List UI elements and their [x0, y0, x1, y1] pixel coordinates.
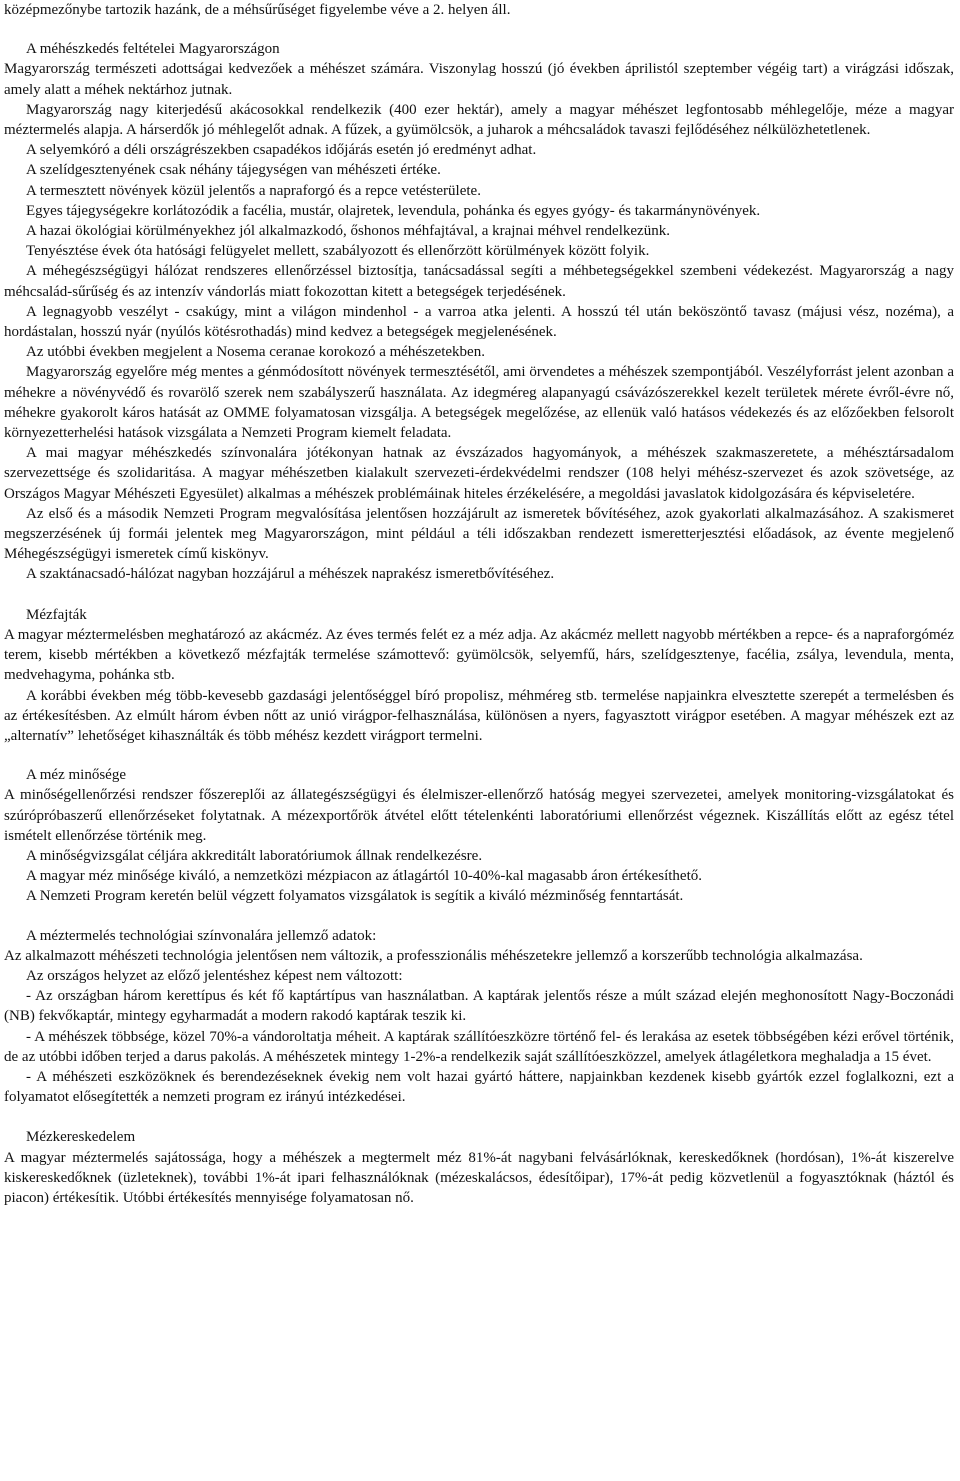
section-heading-trade: Mézkereskedelem	[26, 1129, 136, 1146]
body-paragraph: A magyar méztermelésben meghatározó az akácméz. Az éves termés felét ez a méz adja. Az akácméz mellett nagyobb mértékben a repce- és a napraforgóméz terem, kisebb mértékben a következő mézfajták termelése számottevő: gyümölcsök, selyemfű, hárs, szelídgesztenye, facélia, zsálya, levendula, menta, medvehagyma, pohánka stb.	[4, 626, 954, 684]
body-paragraph: A magyar méz minősége kiváló, a nemzetközi mézpiacon az átlagártól 10-40%-kal magasabb áron értékesíthető.	[26, 868, 702, 885]
body-paragraph: A minőségellenőrzési rendszer főszereplői az állategészségügyi és élelmiszer-ellenőrző hatóság megyei szervezetei, amelyek monitoring-vizsgálatokat és szúrópróbaszerű ellenőrzéseket folytatnak. A mézexportőrök átvétel előtt tételenkénti laboratóriumi ellenőrzést végeznek. Kiszállítás előtt az egész tétel ismételt ellenőrzése történik meg.	[4, 787, 954, 844]
body-paragraph: Egyes tájegységekre korlátozódik a facélia, mustár, olajretek, levendula, pohánka és egyes gyógy- és takarmánynövények.	[26, 202, 761, 219]
body-paragraph: A méhegészségügyi hálózat rendszeres ellenőrzéssel biztosítja, tanácsadással segíti a méhbetegségekkel szembeni védekezést. Magyarország a nagy méhcsalád-sűrűség és az intenzív vándorlás miatt fokozottan kitett a betegségek terjedésének.	[4, 263, 954, 300]
list-item: - Az országban három kerettípus és két fő kaptártípus van használatban. A kaptárak jelentős része a múlt század elején meghonosított Nagy-Boczonádi (NB) fekvőkaptár, mintegy egyharmadát a modern rakodó kaptárak teszik ki.	[4, 988, 954, 1025]
section-heading-conditions: A méhészkedés feltételei Magyarországon	[26, 41, 280, 58]
body-paragraph: Az első és a második Nemzeti Program megvalósítása jelentősen hozzájárult az ismeretek bővítéséhez, azok gyakorlati alkalmazásához. A szakismeret megszerzésének új formái jelentek meg Magyarországon, mint például a téli időszakban rendezett ismeretterjesztési előadások, az évente megjelenő Méhegészségügyi ismeretek című kiskönyv.	[4, 505, 954, 563]
body-paragraph: A szelídgesztenyének csak néhány tájegységen van méhészeti értéke.	[26, 162, 441, 179]
body-paragraph: A hazai ökológiai körülményekhez jól alkalmazkodó, őshonos méhfajtával, a krajnai méhvel rendelkezünk.	[26, 223, 670, 240]
body-paragraph: Az utóbbi években megjelent a Nosema ceranae korokozó a méhészetekben.	[26, 344, 485, 361]
list-item: - A méhészek többsége, közel 70%-a vándoroltatja méheit. A kaptárak szállítóeszközre történő fel- és lerakása az esetek többségében kézi erővel történik, de az utóbbi időben terjed a darus pakolás. A méhészetek mintegy 1-2%-a rendelkezik saját szállítóeszközzel, amelyek átlagéletkora meghaladja a 15 évet.	[4, 1028, 954, 1065]
body-paragraph: A legnagyobb veszélyt - csakúgy, mint a világon mindenhol - a varroa atka jelenti. A hosszú tél után beköszöntő tavasz (májusi vész, nozéma), a hordástalan, hosszú nyár (nyúlós kötésrothadás) mind kedvez a betegségek megjelenésének.	[4, 303, 954, 341]
section-heading-honey-types: Mézfajták	[26, 606, 87, 623]
body-paragraph: Tenyésztése évek óta hatósági felügyelet mellett, szabályozott és ellenőrzött körülmények között folyik.	[26, 243, 650, 260]
body-paragraph: középmezőnybe tartozik hazánk, de a méhsűrűséget figyelembe véve a 2. helyen áll.	[4, 2, 511, 18]
body-paragraph: Magyarország nagy kiterjedésű akácosokkal rendelkezik (400 ezer hektár), amely a magyar méhészet legfontosabb méhlegelője, méze a magyar méztermelés alapja. A hárserdők jó méhlegelőt adnak. A fűzek, a gyümölcsök, a juharok a méhcsaládok tavaszi fejlődéséhez nélkülözhetetlenek.	[4, 101, 954, 139]
body-paragraph: Az alkalmazott méhészeti technológia jelentősen nem változik, a professzionális méhészetekre jellemző a korszerűbb technológia alkalmazása.	[4, 947, 863, 964]
body-paragraph: Magyarország természeti adottságai kedvezőek a méhészet számára. Viszonylag hosszú (jó években áprilistól szeptember végéig tart) a virágzási időszak, amely alatt a méhek nektárhoz jutnak.	[4, 61, 954, 98]
body-paragraph: A minőségvizsgálat céljára akkreditált laboratóriumok állnak rendelkezésre.	[26, 847, 483, 864]
body-paragraph: A termesztett növények közül jelentős a napraforgó és a repce vetésterülete.	[26, 182, 481, 199]
body-paragraph: A magyar méztermelés sajátossága, hogy a méhészek a megtermelt méz 81%-át nagybani felvásárlóknak, kereskedőknek (hordósan), 1%-át kiszerelve kiskereskedőknek (üzleteknek), további 1%-át ipari felhasználóknak (mézeskalácsos, édesítőipar), 17%-át pedig közvetlenül a fogyasztóknak (háztól és piacon) értékesítik. Utóbbi értékesítés mennyisége folyamatosan nő.	[4, 1149, 954, 1206]
body-paragraph: A Nemzeti Program keretén belül végzett folyamatos vizsgálatok is segítik a kiváló mézminőség fenntartását.	[26, 888, 684, 905]
list-item: - A méhészeti eszközöknek és berendezéseknek évekig nem volt hazai gyártó háttere, napjainkban kezdenek kisebb gyártók ezzel foglalkozni, ezt a folyamatot elősegítették a nemzeti program ez irányú intézkedései.	[4, 1068, 954, 1106]
body-paragraph: Magyarország egyelőre még mentes a génmódosított növények termesztésétől, ami örvendetes a méhészek szempontjából. Veszélyforrást jelent azonban a méhekre a növényvédő és rovarölő szerek nem szabályszerű használata. Az idegméreg alapanyagú csávázószerekkel kezelt területek mérete évről-évre nő, méhekre gyakorolt káros hatását az OMME folyamatosan vizsgálja. A betegségek megelőzése, az ellenük való hatásos védekezés és az előzőekben felsorolt környezetterhelési hatások vizsgálata a Nemzeti Program kiemelt feladata.	[4, 364, 954, 442]
body-paragraph: Az országos helyzet az előző jelentéshez képest nem változott:	[26, 967, 403, 984]
body-paragraph: A selyemkóró a déli országrészekben csapadékos időjárás esetén jó eredményt adhat.	[26, 142, 537, 159]
section-heading-quality: A méz minősége	[26, 767, 126, 784]
body-paragraph: A korábbi években még több-kevesebb gazdasági jelentőséggel bíró propolisz, méhméreg stb. termelése napjainkra elvesztette szerepét a termelésben és az értékesítésben. Az elmúlt három évben nőtt az unió virágpor-felhasználása, különösen a nyers, fagyasztott virágpor esetében. A magyar méhészek ezt az „alternatív” lehetőséget kihasználták és több méhész kezdett virágport termelni.	[4, 687, 954, 744]
body-paragraph: A szaktánacsadó-hálózat nagyban hozzájárul a méhészek naprakész ismeretbővítéséhez.	[26, 566, 555, 583]
section-heading-technology: A méztermelés technológiai színvonalára jellemző adatok:	[26, 927, 377, 944]
body-paragraph: A mai magyar méhészkedés színvonalára jótékonyan hatnak az évszázados hagyományok, a méhészek szakmaszeretete, a méhésztársadalom szervezettsége és szolidaritása. A magyar méhészetben kialakult szervezeti-érdekvédelmi rendszer (108 helyi méhész-szervezet és azok szövetsége, az Országos Magyar Méhészeti Egyesület) alkalmas a méhészek problémáinak hiteles érzékelésére, a megoldási javaslatok kidolgozására és képviseletére.	[4, 445, 954, 502]
